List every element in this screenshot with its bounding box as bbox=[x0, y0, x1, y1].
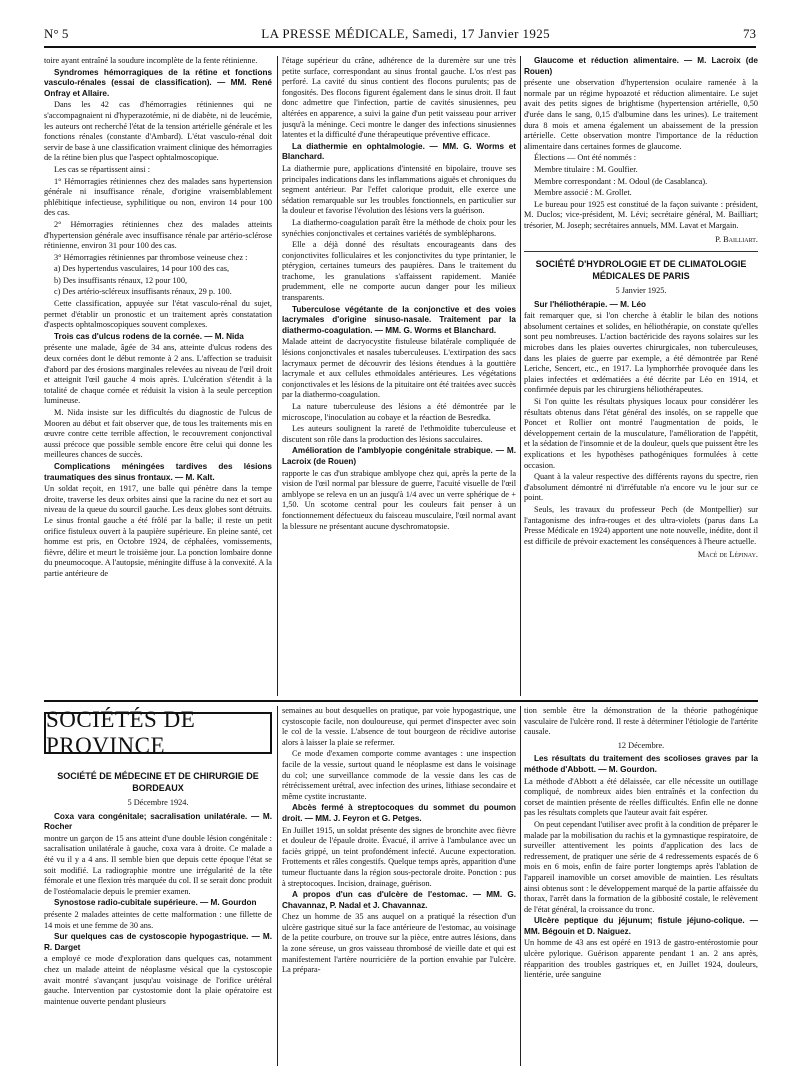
paragraph: Un homme de 43 ans est opéré en 1913 de gastro-entérostomie pour ulcère pylorique. Guérison apparente pendant 1 an. 2 ans après, réapparition des troubles gastriques et, en Juillet 1924, douleurs, lientérie, urée sanguine bbox=[524, 938, 758, 980]
paragraph: rapporte le cas d'un strabique amblyope chez qui, après la perte de la vision de l'œil normal par blessure de guerre, l'acuité visuelle de l'œil amblyope se releva en un an jusqu'à 1/4 avec un verre sphérique de + 1,50. Un scotome central pour les couleurs fait penser à un fonctionnement défectueux du faisceau musculaire, l'œil normal avant la blessure ne présentant aucune dyschromatopsie. bbox=[282, 468, 516, 531]
paragraph: Ce mode d'examen comporte comme avantages : une inspection facile de la vessie, surtout quand le néoplasme est dans le voisinage du col; une surveillance commode de la vessie dans les cas de rétrécissement urétral, avec infection des urines, lithiase secondaire et même cystite incrustante. bbox=[282, 749, 516, 801]
paragraph: 1° Hémorragies rétiniennes chez des malades sans hypertension générale ni insuffisance rénale, d'origine vraisemblablement phlébitique infectieuse, syphilitique ou non, environ 14 pour 100 des cas. bbox=[44, 176, 272, 218]
paragraph: Malade atteint de dacryocystite fistuleuse bilatérale compliquée de lésions conjonctivales et nasales tuberculeuses. L'extirpation des sacs lacrymaux permet de découvrir des lésions étendues à la gouttière lacrymale et aux cellules ethmoïdales antérieures. Les végétations conjonctivales et les lésions de la pituitaire ont été traitées avec succès par la diathermo-coagulation. bbox=[282, 337, 516, 400]
column-divider bbox=[520, 706, 521, 1066]
paragraph: a employé ce mode d'exploration dans quelques cas, notamment chez un malade atteint de néoplasme vésical que la cystoscopie avait montré s'avançant jusqu'au voisinage de l'orifice urétéral gauche. Intervention par cystostomie dont la plaie opératoire est maintenue ouverte pendant plusieurs bbox=[44, 954, 272, 1006]
paragraph: 2° Hémorragies rétiniennes chez des malades atteints d'hypertension générale avec insuffisance rénale par artério-sclérose rétinienne, environ 31 pour 100 des cas. bbox=[44, 219, 272, 251]
page-number: 73 bbox=[743, 26, 756, 41]
paragraph: La méthode d'Abbott a été délaissée, car elle nécessite un outillage compliqué, de nombreux aides bien entraînés et la confection du corset de maintien présente de réelles difficultés. Enfin elle ne donne pas les résultats complets que l'auteur avait fait espérer. bbox=[524, 776, 758, 818]
journal-title: LA PRESSE MÉDICALE, Samedi, 17 Janvier 1925 bbox=[261, 26, 551, 41]
column-divider bbox=[277, 706, 278, 1066]
article-heading: Ulcère peptique du jéjunum; fistule jéjuno-colique. — MM. Bégouin et D. Naiguez. bbox=[524, 916, 758, 936]
article-heading: Tuberculose végétante de la conjonctive et des voies lacrymales d'origine sinuso-nasale. Traitement par la diathermo-coagulation. — MM. G. Worms et Blanchard. bbox=[282, 304, 516, 335]
paragraph: présente 2 malades atteintes de cette malformation : une fillette de 14 mois et une femme de 30 ans. bbox=[44, 909, 272, 930]
paragraph: Le bureau pour 1925 est constitué de la façon suivante : président, M. Duclos; vice-président, M. Lévi; secrétaire général, M. Bailliart; trésorier, M. Joseph; secrétaires annuels, MM. Lavat et Margain. bbox=[524, 199, 758, 230]
column-divider bbox=[277, 56, 278, 696]
society-heading: SOCIÉTÉ DE MÉDECINE ET DE CHIRURGIE DE BORDEAUX bbox=[57, 771, 259, 793]
paragraph: fait remarquer que, si l'on cherche à établir le bilan des notions absolument certaines et solides, en héliothérapie, on constate qu'elles sont peu nombreuses. L'action bactéricide des rayons solaires sur les microbes dans les plaies ouvertes chirurgicales, non tuberculeuses, dans les plaies de guerre par exemple, a été démontrée par René Leriche, Sencert, etc., en 1917. La lymphorrhée provoquée dans les plaies infectées et œdématiées a été décrite par Léo en 1914, et confirmée depuis par les chirurgiens héliothérapeutes. bbox=[524, 311, 758, 395]
paragraph: présente une malade, âgée de 34 ans, atteinte d'ulcus rodens des deux cornées dont le début remonte à 2 ans. L'affection se traduisit d'abord par des érosions marginales relevées au niveau de l'œil droit et atteignit l'œil gauche 4 mois après. L'ulcération s'étendit à la totalité de chaque cornée et réduisit la vision à la seule perception lumineuse. bbox=[44, 343, 272, 406]
article-heading: La diathermie en ophtalmologie. — MM. G. Worms et Blanchard. bbox=[282, 141, 516, 162]
paragraph: c) Des artério-scléreux insuffisants rénaux, 29 p. 100. bbox=[54, 287, 232, 297]
paragraph: Cette classification, appuyée sur l'état vasculo-rénal du sujet, permet d'établir un pronostic et un traitement après constatation d'aspects ophtalmoscopiques souvent complexes. bbox=[44, 299, 272, 330]
article-heading: Coxa vara congénitale; sacralisation unilatérale. — M. Rocher bbox=[44, 811, 272, 832]
page-header bbox=[44, 26, 756, 48]
article-heading: Les résultats du traitement des scolioses graves par la méthode d'Abbott. — M. Gourdon. bbox=[524, 754, 758, 774]
paragraph: présente une observation d'hypertension oculaire ramenée à la normale par un régime hypoazoté et réduction alimentaire. Le sujet avait des petits signes de brightisme (hypertension artérielle, 0,50 d'urée dans le sang, 0,15 d'albumine dans les urines). Le traitement dura 8 mois et amena également un abaissement de la pression artérielle. Cette observation montre l'importance de la réduction alimentaire dans certaines formes de glaucome. bbox=[524, 78, 758, 151]
column-4 bbox=[44, 764, 272, 1064]
session-date: 12 Décembre. bbox=[617, 740, 665, 750]
signature: Macé de Lépinay. bbox=[697, 550, 758, 560]
paragraph: M. Nida insiste sur les difficultés du diagnostic de l'ulcus de Mooren au début et fait observer que, de tous les traitements mis en œuvre contre cette terrible affection, le recouvrement conjonctival aussi précoce que possible semble encore être celui qui donne les meilleures chances de succès. bbox=[44, 408, 272, 460]
paragraph: Élections — Ont été nommés : bbox=[534, 153, 637, 163]
paragraph: Les auteurs soulignent la rareté de l'ethmoïdite tuberculeuse et discutent son rôle dans la production des lésions sacculaires. bbox=[282, 424, 516, 444]
issue-number: N° 5 bbox=[44, 26, 69, 41]
paragraph: La diathermo-coagulation paraît être la méthode de choix pour les synéchies conjonctivales et certaines variétés de symblépharons. bbox=[282, 217, 516, 238]
paragraph: b) Des insuffisants rénaux, 12 pour 100, bbox=[54, 275, 188, 285]
paragraph: Si l'on quitte les résultats physiques locaux pour considérer les résultats obtenus dans l'état général des insolés, on se rappelle que Poncet et Rollier ont montré l'augmentation de poids, le développement certain de la musculature, l'amélioration de l'appétit, et la sédation de l'insomnie et de la douleur, quels que puissent être les explications et les hypothèses pathogéniques formulées à cette occasion. bbox=[524, 397, 758, 470]
article-heading: Trois cas d'ulcus rodens de la cornée. — M. Nida bbox=[54, 331, 244, 341]
paragraph: l'étage supérieur du crâne, adhérence de la duremère sur une très petite surface, correspondant au sinus frontal gauche. L'os n'est pas perforé. La cavité du sinus contient des flocons purulents; pas de fongosités. Des flocons figurent également dans le sinus droit. Il faut donc admettre que l'infection, partie de cavités sinusiennes, peu altérées en apparence, a suivi la gaine d'un petit vaisseau pour arriver jusqu'à la méninge. Ceci montre le danger des infections sinusiennes latentes et la difficulté d'une thérapeutique préventive efficace. bbox=[282, 56, 516, 140]
paragraph: Un soldat reçoit, en 1917, une balle qui pénètre dans la tempe droite, traverse les deux orbites ainsi que la racine du nez et sort au niveau de la queue du sourcil gauche. Les deux globes sont détruits. Le sinus frontal gauche a été frôlé par la balle; il reste un petit orifice fistuleux ouvert à la paupière supérieure. En pleine santé, cet homme est pris, en Octobre 1924, de céphalées, vomissements, fièvre, délire et meurt le troisième jour. La ponction lombaire donne du pneumocoque. A l'autopsie, méningite diffuse à la convexité. A la partie antérieure de bbox=[44, 484, 272, 578]
section-banner: SOCIÉTÉS DE PROVINCE bbox=[44, 712, 272, 754]
article-heading: Amélioration de l'amblyopie congénitale strabique. — M. Lacroix (de Rouen) bbox=[282, 446, 516, 466]
article-heading: Complications méningées tardives des lésions traumatiques des sinus frontaux. — M. Kalt. bbox=[44, 461, 272, 482]
paragraph: tion semble être la démonstration de la théorie pathogénique vasculaire de l'ulcère rond. Il reste à déterminer l'étiologie de l'artérite causale. bbox=[524, 706, 758, 737]
paragraph: Chez un homme de 35 ans auquel on a pratiqué la résection d'un ulcère gastrique situé sur la face antérieure de l'estomac, au voisinage de la petite courbure, on trouve sur la pièce, entre autres lésions, dans la zone séreuse, un gros vaisseau thrombosé de vieille date et qui est manifestement l'artère nourricière de la portion envahie par l'ulcère. La prépara- bbox=[282, 912, 516, 975]
article-heading: Abcès fermé à streptocoques du sommet du poumon droit. — MM. J. Feyron et G. Petges. bbox=[282, 803, 516, 823]
column-divider bbox=[520, 56, 521, 696]
paragraph: La diathermie pure, applications d'intensité en bipolaire, trouve ses principales indications dans les inflammations aiguës et chroniques du segment antérieur. Par l'effet calorique produit, elle exerce une sédation remarquable sur les troubles fonctionnels, en particulier sur la douleur et favorise l'évolution des lésions vers la guérison. bbox=[282, 163, 516, 216]
paragraph: Elle a déjà donné des résultats encourageants dans des conjonctivites folliculaires et les conjonctivites du type printanier, le ptérygion, certaines tumeurs des paupières. Dans le traitement du trachome, les granulations s'affaissent rapidement. Maniée prudemment, elle ne comporte aucun danger pour les milieux transparents. bbox=[282, 240, 516, 303]
article-heading: Synostose radio-cubitale supérieure. — M. Gourdon bbox=[54, 898, 257, 908]
paragraph: toire ayant entraîné la soudure incomplète de la fente rétinienne. bbox=[44, 56, 258, 65]
article-heading: Sur l'héliothérapie. — M. Léo bbox=[534, 299, 647, 309]
paragraph: Les cas se répartissent ainsi : bbox=[54, 164, 151, 174]
paragraph: Membre associé : M. Grollet. bbox=[534, 188, 632, 198]
paragraph: La nature tuberculeuse des lésions a été démontrée par le microscope, l'inoculation au cobaye et la réaction de Besredka. bbox=[282, 402, 516, 422]
paragraph: Quant à la valeur respective des différents rayons du spectre, rien d'absolument démontré ni d'irréfutable n'a encore vu le jour sur ce point. bbox=[524, 472, 758, 503]
paragraph: semaines au bout desquelles on pratique, par voie hypogastrique, une cystoscopie facile, non douloureuse, qui permet d'inspecter avec soin le col de la vessie. L'absence de tout bourgeon de récidive autorise alors à laisser la plaie se refermer. bbox=[282, 706, 516, 747]
column-3 bbox=[524, 56, 758, 696]
paragraph: En Juillet 1915, un soldat présente des signes de bronchite avec fièvre et douleur de l'épaule droite. Évacué, il arrive à l'ambulance avec un faciès grippé, un teint profondément infecté. Aucune expectoration. Frottements et râles congestifs. Quelque temps après, apparition d'une tumeur fluctuante dans la région sous-pectorale droite. Ponction : pus à streptocoques. Incision, drainage, guérison. bbox=[282, 825, 516, 888]
article-heading: Sur quelques cas de cystoscopie hypogastrique. — M. R. Darget bbox=[44, 932, 272, 952]
section-divider bbox=[524, 251, 758, 252]
article-heading: Glaucome et réduction alimentaire. — M. Lacroix (de Rouen) bbox=[524, 56, 758, 76]
column-5 bbox=[282, 706, 516, 1066]
signature: P. Bailliart. bbox=[715, 234, 758, 244]
paragraph: Membre titulaire : M. Goulfier. bbox=[534, 164, 638, 174]
society-heading: SOCIÉTÉ D'HYDROLOGIE ET DE CLIMATOLOGIE MÉDICALES DE PARIS bbox=[535, 259, 747, 282]
paragraph: 3° Hémorragies rétiniennes par thrombose veineuse chez : bbox=[54, 252, 248, 262]
session-date: 5 Décembre 1924. bbox=[127, 798, 189, 807]
paragraph: Membre correspondant : M. Odoul (de Casablanca). bbox=[534, 176, 708, 186]
column-2 bbox=[282, 56, 516, 696]
paragraph: a) Des hypertendus vasculaires, 14 pour 100 des cas, bbox=[54, 264, 230, 274]
column-1 bbox=[44, 56, 272, 696]
paragraph: On peut cependant l'utiliser avec profit à la condition de préparer le malade par la mobilisation du rachis et la gymnastique respiratoire, de surveiller attentivement les points d'application des lacs de redressement, de pratiquer une série de 4 redressements espacés de 6 mois en 6 mois, enfin de faire porter longtemps après l'ablation de l'appareil inamovible un corset amovible de maintien. Les résultats ainsi obtenus sont : le développement marqué de la partie affaissée du thorax, l'arrêt dans la formation de la gibbosité costale, le relèvement de l'état général, la croissance du tronc. bbox=[524, 819, 758, 914]
article-heading: A propos d'un cas d'ulcère de l'estomac. — MM. G. Chavannaz, P. Nadal et J. Chavannaz. bbox=[282, 890, 516, 910]
paragraph: montre un garçon de 15 ans atteint d'une double lésion congénitale : sacralisation unilatérale à gauche, coxa vara à droite. Ce malade a été vu il y a 4 ans. Il semble bien que depuis cette époque l'état se soit modifié. La radiographie montre une irrégularité de la tête fémorale et une flexion très marquée du col. Il se serait donc produit de l'ostéomalacie depuis le premier examen. bbox=[44, 833, 272, 896]
paragraph: Dans les 42 cas d'hémorragies rétiniennes qui ne s'accompagnaient ni d'hyperazotémie, ni de diabète, ni de leucémie, les auteurs ont recherché l'état de la tension artérielle générale et les fonctions rénales (constante d'Ambard). L'état vasculo-rénal doit servir de base à une classification vraiment clinique des hémorragies de la rétine bien plus que l'aspect ophtalmoscopique. bbox=[44, 100, 272, 163]
paragraph: Seuls, les travaux du professeur Pech (de Montpellier) sur l'antagonisme des infra-rouges et des ultra-violets (parus dans La Presse Médicale en 1924) apportent une note nouvelle, inédite, dont il est difficile de prévoir exactement les conséquences à l'heure actuelle. bbox=[524, 504, 758, 546]
section-separator bbox=[44, 700, 758, 702]
column-6 bbox=[524, 706, 758, 1066]
session-date: 5 Janvier 1925. bbox=[615, 286, 667, 296]
article-heading: Syndromes hémorragiques de la rétine et fonctions vasculo-rénales (essai de classification). — MM. René Onfray et Allaire. bbox=[44, 67, 272, 98]
